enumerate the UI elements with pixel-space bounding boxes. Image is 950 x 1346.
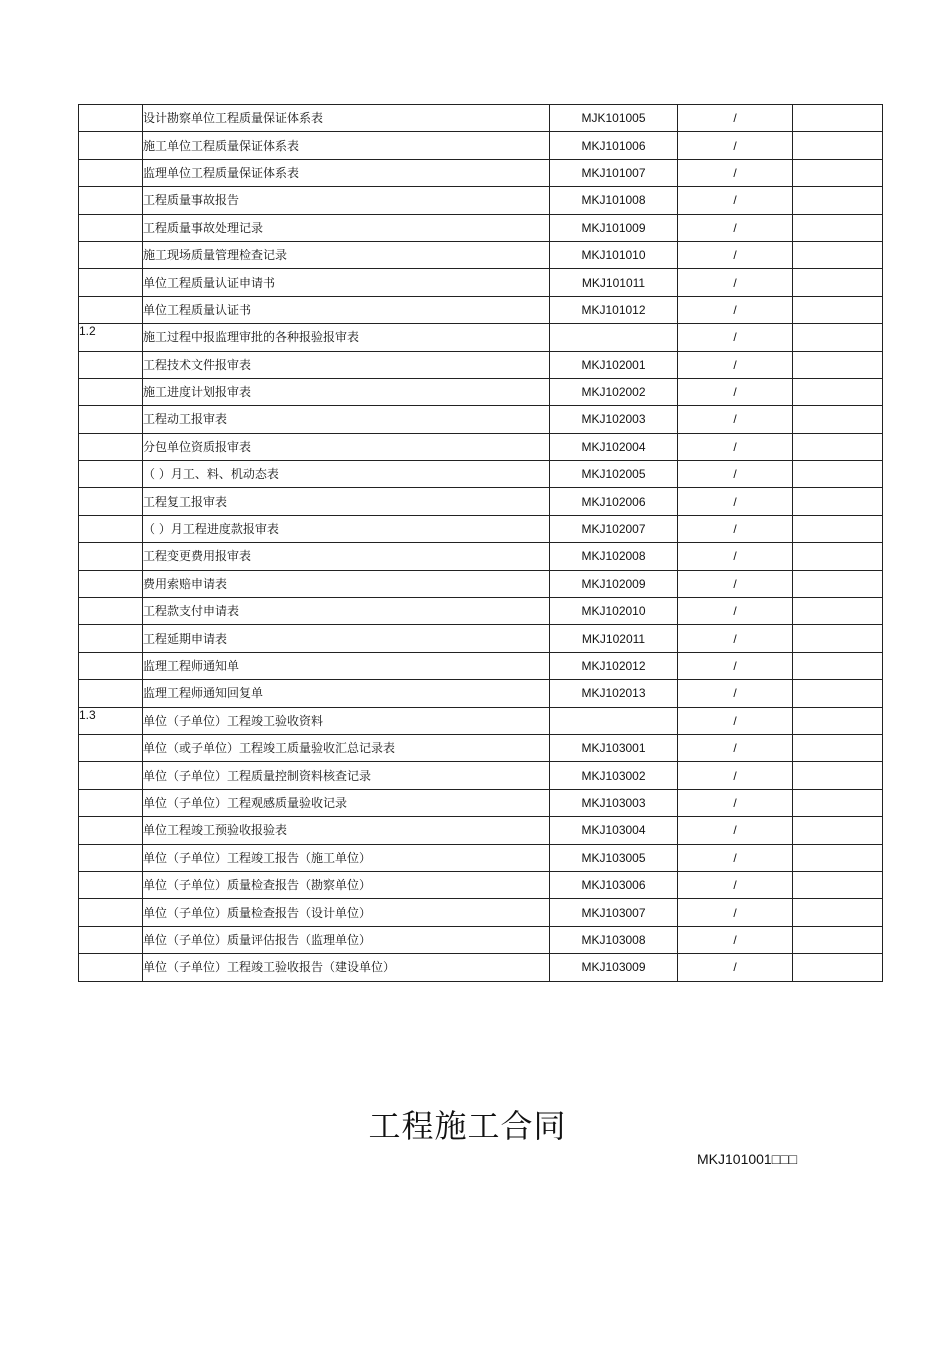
row-number bbox=[79, 543, 143, 570]
row-note bbox=[793, 762, 883, 789]
row-code: MKJ101009 bbox=[550, 214, 678, 241]
row-name: 施工过程中报监理审批的各种报验报审表 bbox=[143, 324, 550, 351]
row-number bbox=[79, 789, 143, 816]
table-row bbox=[79, 598, 883, 625]
row-name: 工程质量事故报告 bbox=[143, 187, 550, 214]
row-number bbox=[79, 269, 143, 296]
row-code: MKJ102007 bbox=[550, 515, 678, 542]
row-code: MKJ103005 bbox=[550, 844, 678, 871]
table-row bbox=[79, 132, 883, 159]
row-code: MKJ103009 bbox=[550, 954, 678, 981]
row-number bbox=[79, 187, 143, 214]
table-row bbox=[79, 269, 883, 296]
row-code: MKJ101011 bbox=[550, 269, 678, 296]
table-row bbox=[79, 762, 883, 789]
row-mark: / bbox=[678, 570, 793, 597]
row-note bbox=[793, 871, 883, 898]
row-code: MKJ102011 bbox=[550, 625, 678, 652]
row-code bbox=[550, 324, 678, 351]
row-mark: / bbox=[678, 926, 793, 953]
row-mark: / bbox=[678, 406, 793, 433]
row-mark: / bbox=[678, 324, 793, 351]
row-number bbox=[79, 762, 143, 789]
table-row bbox=[79, 707, 883, 734]
table-row bbox=[79, 351, 883, 378]
table-row bbox=[79, 652, 883, 679]
row-mark: / bbox=[678, 734, 793, 761]
row-name: 工程质量事故处理记录 bbox=[143, 214, 550, 241]
table-row bbox=[79, 241, 883, 268]
row-code bbox=[550, 707, 678, 734]
row-number bbox=[79, 378, 143, 405]
row-note bbox=[793, 570, 883, 597]
row-code: MKJ102004 bbox=[550, 433, 678, 460]
row-note bbox=[793, 187, 883, 214]
row-number bbox=[79, 871, 143, 898]
row-mark: / bbox=[678, 378, 793, 405]
row-mark: / bbox=[678, 625, 793, 652]
row-name: 单位工程竣工预验收报验表 bbox=[143, 817, 550, 844]
row-note bbox=[793, 625, 883, 652]
row-number bbox=[79, 241, 143, 268]
row-name: 单位（子单位）工程质量控制资料核查记录 bbox=[143, 762, 550, 789]
row-code: MKJ101012 bbox=[550, 296, 678, 323]
row-mark: / bbox=[678, 954, 793, 981]
row-number bbox=[79, 899, 143, 926]
row-number bbox=[79, 625, 143, 652]
row-number bbox=[79, 652, 143, 679]
table-row bbox=[79, 680, 883, 707]
row-number bbox=[79, 817, 143, 844]
row-name: 单位（子单位）工程竣工报告（施工单位） bbox=[143, 844, 550, 871]
row-name: 费用索赔申请表 bbox=[143, 570, 550, 597]
row-number bbox=[79, 598, 143, 625]
table-row bbox=[79, 515, 883, 542]
row-note bbox=[793, 844, 883, 871]
row-name: 单位工程质量认证申请书 bbox=[143, 269, 550, 296]
table-row bbox=[79, 378, 883, 405]
table-row bbox=[79, 105, 883, 132]
row-name: 分包单位资质报审表 bbox=[143, 433, 550, 460]
row-code: MKJ102008 bbox=[550, 543, 678, 570]
row-name: 单位工程质量认证书 bbox=[143, 296, 550, 323]
row-number bbox=[79, 105, 143, 132]
row-number bbox=[79, 515, 143, 542]
table-row bbox=[79, 954, 883, 981]
row-name: 工程复工报审表 bbox=[143, 488, 550, 515]
row-code: MKJ103008 bbox=[550, 926, 678, 953]
row-note bbox=[793, 954, 883, 981]
row-code: MKJ102013 bbox=[550, 680, 678, 707]
row-code: MKJ103002 bbox=[550, 762, 678, 789]
row-name: 单位（或子单位）工程竣工质量验收汇总记录表 bbox=[143, 734, 550, 761]
table-row bbox=[79, 406, 883, 433]
row-code: MKJ101008 bbox=[550, 187, 678, 214]
table-row bbox=[79, 871, 883, 898]
row-mark: / bbox=[678, 762, 793, 789]
table-row bbox=[79, 296, 883, 323]
row-note bbox=[793, 214, 883, 241]
table-row bbox=[79, 187, 883, 214]
table-row bbox=[79, 324, 883, 351]
row-mark: / bbox=[678, 871, 793, 898]
row-mark: / bbox=[678, 707, 793, 734]
row-mark: / bbox=[678, 598, 793, 625]
row-mark: / bbox=[678, 105, 793, 132]
row-note bbox=[793, 515, 883, 542]
row-note bbox=[793, 680, 883, 707]
row-number bbox=[79, 296, 143, 323]
table-row bbox=[79, 625, 883, 652]
table-row bbox=[79, 543, 883, 570]
row-code: MKJ102001 bbox=[550, 351, 678, 378]
table-row bbox=[79, 734, 883, 761]
section-title: 工程施工合同 bbox=[368, 1107, 567, 1145]
row-number bbox=[79, 926, 143, 953]
row-note bbox=[793, 241, 883, 268]
row-name: 单位（子单位）工程竣工验收资料 bbox=[143, 707, 550, 734]
table-row bbox=[79, 789, 883, 816]
table-row bbox=[79, 488, 883, 515]
row-name: 监理单位工程质量保证体系表 bbox=[143, 159, 550, 186]
row-code: MKJ102010 bbox=[550, 598, 678, 625]
row-code: MKJ102006 bbox=[550, 488, 678, 515]
row-mark: / bbox=[678, 296, 793, 323]
row-note bbox=[793, 406, 883, 433]
row-mark: / bbox=[678, 351, 793, 378]
row-note bbox=[793, 378, 883, 405]
row-name: 设计勘察单位工程质量保证体系表 bbox=[143, 105, 550, 132]
row-note bbox=[793, 543, 883, 570]
table-row bbox=[79, 214, 883, 241]
table-row bbox=[79, 899, 883, 926]
row-note bbox=[793, 789, 883, 816]
row-code: MKJ102005 bbox=[550, 461, 678, 488]
row-code: MKJ102009 bbox=[550, 570, 678, 597]
row-note bbox=[793, 817, 883, 844]
row-mark: / bbox=[678, 214, 793, 241]
row-mark: / bbox=[678, 844, 793, 871]
section-code: MKJ101001□□□ bbox=[697, 1151, 798, 1167]
row-mark: / bbox=[678, 817, 793, 844]
row-number bbox=[79, 734, 143, 761]
row-number bbox=[79, 351, 143, 378]
row-note bbox=[793, 269, 883, 296]
row-name: 工程动工报审表 bbox=[143, 406, 550, 433]
row-name: 工程款支付申请表 bbox=[143, 598, 550, 625]
row-name: 单位（子单位）工程竣工验收报告（建设单位） bbox=[143, 954, 550, 981]
row-code: MKJ103003 bbox=[550, 789, 678, 816]
row-number bbox=[79, 680, 143, 707]
row-name: 施工单位工程质量保证体系表 bbox=[143, 132, 550, 159]
row-note bbox=[793, 707, 883, 734]
row-mark: / bbox=[678, 461, 793, 488]
row-code: MKJ103006 bbox=[550, 871, 678, 898]
row-number bbox=[79, 488, 143, 515]
table-body bbox=[79, 105, 883, 982]
row-code: MKJ103001 bbox=[550, 734, 678, 761]
row-note bbox=[793, 324, 883, 351]
row-code: MKJ102012 bbox=[550, 652, 678, 679]
row-number: 1.2 bbox=[79, 324, 143, 351]
row-note bbox=[793, 488, 883, 515]
row-name: 单位（子单位）工程观感质量验收记录 bbox=[143, 789, 550, 816]
row-number bbox=[79, 844, 143, 871]
row-code: MKJ101006 bbox=[550, 132, 678, 159]
row-mark: / bbox=[678, 187, 793, 214]
row-note bbox=[793, 132, 883, 159]
row-mark: / bbox=[678, 159, 793, 186]
row-mark: / bbox=[678, 488, 793, 515]
row-name: 工程技术文件报审表 bbox=[143, 351, 550, 378]
table-row bbox=[79, 926, 883, 953]
row-mark: / bbox=[678, 269, 793, 296]
row-note bbox=[793, 926, 883, 953]
row-number bbox=[79, 461, 143, 488]
row-number bbox=[79, 570, 143, 597]
row-mark: / bbox=[678, 652, 793, 679]
row-name: 单位（子单位）质量评估报告（监理单位） bbox=[143, 926, 550, 953]
row-number bbox=[79, 132, 143, 159]
row-number bbox=[79, 214, 143, 241]
row-code: MKJ101010 bbox=[550, 241, 678, 268]
row-code: MKJ102003 bbox=[550, 406, 678, 433]
row-note bbox=[793, 652, 883, 679]
row-note bbox=[793, 296, 883, 323]
table-row bbox=[79, 817, 883, 844]
row-code: MKJ103004 bbox=[550, 817, 678, 844]
row-note bbox=[793, 351, 883, 378]
row-note bbox=[793, 899, 883, 926]
row-mark: / bbox=[678, 515, 793, 542]
row-mark: / bbox=[678, 132, 793, 159]
row-name: 监理工程师通知回复单 bbox=[143, 680, 550, 707]
row-note bbox=[793, 734, 883, 761]
row-name: 施工现场质量管理检查记录 bbox=[143, 241, 550, 268]
row-note bbox=[793, 598, 883, 625]
row-code: MKJ102002 bbox=[550, 378, 678, 405]
row-code: MKJ101007 bbox=[550, 159, 678, 186]
row-number: 1.3 bbox=[79, 707, 143, 734]
row-note bbox=[793, 105, 883, 132]
row-name: 单位（子单位）质量检查报告（勘察单位） bbox=[143, 871, 550, 898]
row-note bbox=[793, 461, 883, 488]
table-row bbox=[79, 844, 883, 871]
row-name: 监理工程师通知单 bbox=[143, 652, 550, 679]
row-mark: / bbox=[678, 543, 793, 570]
row-mark: / bbox=[678, 433, 793, 460]
row-mark: / bbox=[678, 680, 793, 707]
row-mark: / bbox=[678, 899, 793, 926]
row-number bbox=[79, 433, 143, 460]
row-note bbox=[793, 159, 883, 186]
row-name: 工程延期申请表 bbox=[143, 625, 550, 652]
row-number bbox=[79, 159, 143, 186]
row-number bbox=[79, 406, 143, 433]
row-name: 工程变更费用报审表 bbox=[143, 543, 550, 570]
row-name: 单位（子单位）质量检查报告（设计单位） bbox=[143, 899, 550, 926]
row-mark: / bbox=[678, 789, 793, 816]
row-name: （ ）月工程进度款报审表 bbox=[143, 515, 550, 542]
document-table bbox=[78, 104, 883, 982]
table-row bbox=[79, 570, 883, 597]
table-row bbox=[79, 433, 883, 460]
row-name: （ ）月工、料、机动态表 bbox=[143, 461, 550, 488]
row-mark: / bbox=[678, 241, 793, 268]
row-name: 施工进度计划报审表 bbox=[143, 378, 550, 405]
row-code: MJK101005 bbox=[550, 105, 678, 132]
row-number bbox=[79, 954, 143, 981]
row-code: MKJ103007 bbox=[550, 899, 678, 926]
table-row bbox=[79, 159, 883, 186]
table-row bbox=[79, 461, 883, 488]
row-note bbox=[793, 433, 883, 460]
